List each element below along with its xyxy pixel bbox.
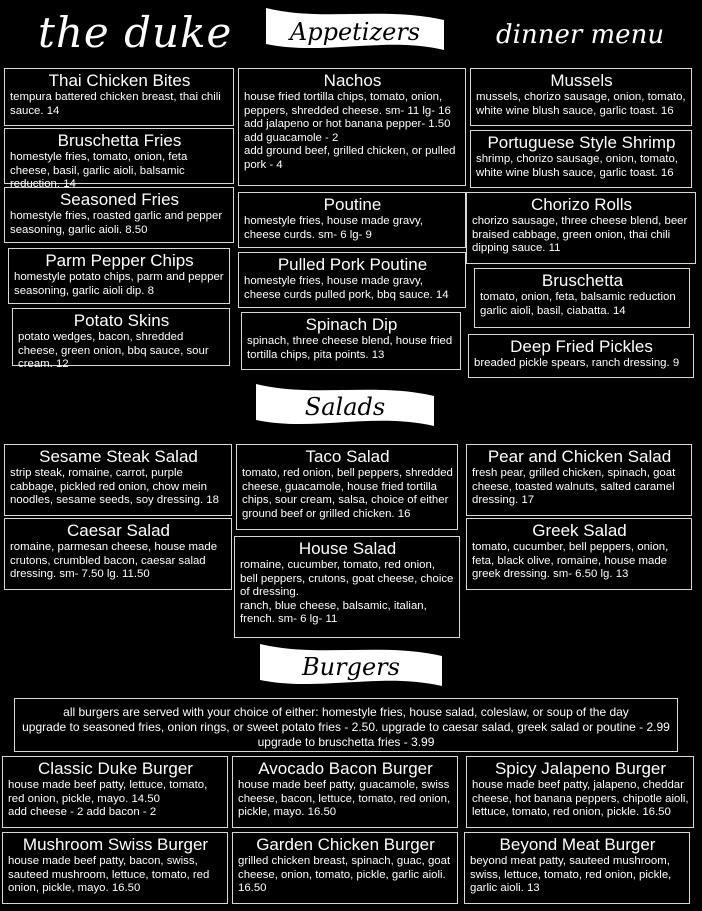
menu-item-bruschetta-fries	[4, 128, 234, 191]
item-name: Spicy Jalapeno Burger	[494, 759, 667, 778]
item-description: grilled chicken breast, spinach, guac, goat cheese, onion, tomato, pickle, garlic aioli. 16.50	[238, 855, 451, 895]
menu-item-house-salad	[234, 536, 460, 638]
item-description: shrimp, chorizo sausage, onion, tomato, white wine blush sauce, garlic toast. 16	[476, 153, 678, 179]
menu-item-caesar-salad	[4, 518, 232, 590]
item-addon: add guacamole - 2	[244, 131, 339, 144]
item-description: house made beef patty, bacon, swiss, sauteed mushroom, lettuce, tomato, red onion, pickle, mayo. 16.50	[8, 855, 210, 895]
restaurant-title: the duke	[38, 8, 233, 57]
burgers-heading: Burgers	[302, 653, 400, 681]
item-name: House Salad	[298, 539, 397, 558]
item-description: homestyle fries, house made gravy, cheese curds. sm- 6 lg- 9	[244, 215, 423, 241]
item-description: tomato, red onion, bell peppers, shredded cheese, guacamole, house fried tortilla chips, sour cream, salsa, choice of either ground beef or grilled chicken. 16	[242, 467, 453, 520]
note-line: upgrade to bruschetta fries - 3.99	[257, 735, 435, 749]
item-name: Pear and Chicken Salad	[487, 447, 672, 466]
menu-item-thai-chicken-bites	[4, 68, 234, 126]
salads-banner	[250, 380, 440, 436]
item-name: Caesar Salad	[66, 521, 170, 540]
item-name: Greek Salad	[532, 521, 627, 540]
item-description: house fried tortilla chips, tomato, onion, peppers, shredded cheese. sm- 11 lg- 16	[244, 91, 451, 117]
item-description: chorizo sausage, three cheese blend, beer braised cabbage, green onion, thai chili dipping sauce. 11	[472, 215, 688, 255]
item-description: tomato, onion, feta, balsamic reduction garlic aioli, basil, ciabatta. 14	[480, 291, 676, 317]
item-description: house made beef patty, jalapeno, cheddar cheese, hot banana peppers, chipotle aioli, lettuce, tomato, red onion, pickle. 16.50	[472, 779, 689, 819]
menu-item-pear-chicken-salad	[466, 444, 692, 516]
burgers-banner	[254, 640, 448, 696]
item-name: Taco Salad	[305, 447, 390, 466]
menu-item-spicy-jalapeno-burger	[466, 756, 694, 828]
menu-item-parm-pepper-chips	[8, 248, 230, 304]
item-name: Nachos	[323, 71, 382, 90]
item-name: Mussels	[550, 71, 613, 90]
menu-item-sesame-steak-salad	[4, 444, 232, 516]
menu-item-poutine	[238, 192, 466, 248]
note-line: upgrade to seasoned fries, onion rings, or sweet potato fries - 2.50. upgrade to caesar salad, greek salad or poutine - 2.99	[22, 720, 670, 734]
item-name: Bruschetta Fries	[57, 131, 182, 150]
menu-item-mushroom-swiss-burger	[2, 832, 228, 904]
menu-item-potato-skins	[12, 308, 230, 371]
burger-sides-note	[14, 698, 678, 752]
menu-item-mussels	[470, 68, 692, 126]
item-description: romaine, parmesan cheese, house made crutons, crumbled bacon, caesar salad dressing. sm- 7.50 lg. 11.50	[10, 541, 218, 581]
item-name: Potato Skins	[73, 311, 170, 330]
menu-item-garden-chicken-burger	[232, 832, 458, 904]
item-description: beyond meat patty, sauteed mushroom, swiss, lettuce, tomato, red onion, pickle, garlic aioli. 13	[470, 855, 672, 895]
appetizers-banner	[262, 4, 448, 62]
menu-item-classic-duke-burger	[2, 756, 228, 828]
salads-heading: Salads	[304, 393, 386, 421]
menu-label: dinner menu	[496, 20, 665, 50]
menu-item-taco-salad	[236, 444, 458, 530]
item-name: Poutine	[323, 195, 382, 214]
item-description: homestyle potato chips, parm and pepper seasoning, garlic aioli dip. 8	[14, 271, 224, 297]
menu-item-nachos	[238, 68, 466, 186]
item-description: tomato, cucumber, bell peppers, onion, feta, black olive, romaine, house made greek dressing. sm- 6.50 lg. 13	[472, 541, 669, 581]
item-description: house made beef patty, lettuce, tomato, red onion, pickle, mayo. 14.50	[8, 779, 208, 805]
item-description: homestyle fries, tomato, onion, feta cheese, basil, garlic aioli, balsamic reduction. 14	[10, 151, 188, 191]
item-name: Parm Pepper Chips	[45, 251, 194, 270]
menu-item-chorizo-rolls	[466, 192, 696, 264]
menu-item-beyond-meat-burger	[464, 832, 690, 904]
item-name: Deep Fried Pickles	[510, 337, 653, 356]
item-addon: add ground beef, grilled chicken, or pulled pork - 4	[244, 145, 456, 171]
item-description: house made beef patty, guacamole, swiss cheese, bacon, lettuce, tomato, red onion, pickle, mayo. 16.50	[238, 779, 451, 819]
item-name: Spinach Dip	[305, 315, 398, 334]
item-name: Seasoned Fries	[59, 190, 180, 209]
item-name: Classic Duke Burger	[38, 759, 193, 778]
item-dressings: ranch, blue cheese, balsamic, italian, french. sm- 6 lg- 11	[240, 599, 427, 626]
item-name: Garden Chicken Burger	[256, 835, 435, 854]
note-line: all burgers are served with your choice of either: homestyle fries, house salad, coleslaw, or soup of the day	[63, 705, 629, 719]
item-description: fresh pear, grilled chicken, spinach, goat cheese, toasted walnuts, salted caramel dressing. 17	[472, 467, 676, 507]
item-description: spinach, three cheese blend, house fried tortilla chips, pita points. 13	[247, 335, 453, 361]
menu-item-greek-salad	[466, 518, 692, 590]
item-name: Portuguese Style Shrimp	[487, 133, 676, 152]
item-description: homestyle fries, roasted garlic and pepper seasoning, garlic aioli. 8.50	[10, 210, 223, 236]
item-description: strip steak, romaine, carrot, purple cabbage, pickled red onion, chow mein noodles, sesame seeds, soy dressing. 18	[10, 467, 219, 507]
item-name: Sesame Steak Salad	[39, 447, 198, 466]
item-description: romaine, cucumber, tomato, red onion, bell peppers, crutons, goat cheese, choice of dressing.	[240, 559, 454, 599]
menu-item-deep-fried-pickles	[468, 334, 694, 378]
menu-item-portuguese-style-shrimp	[470, 130, 692, 188]
item-name: Pulled Pork Poutine	[277, 255, 428, 274]
appetizers-heading: Appetizers	[289, 18, 421, 46]
item-description: homestyle fries, house made gravy, cheese curds pulled pork, bbq sauce. 14	[244, 275, 449, 301]
item-description: breaded pickle spears, ranch dressing. 9	[474, 357, 680, 369]
menu-item-avocado-bacon-burger	[232, 756, 458, 828]
item-name: Chorizo Rolls	[530, 195, 633, 214]
item-name: Bruschetta	[541, 271, 624, 290]
menu-item-spinach-dip	[241, 312, 461, 370]
item-description: mussels, chorizo sausage, onion, tomato, white wine blush sauce, garlic toast. 16	[476, 91, 686, 117]
menu-item-seasoned-fries	[4, 187, 234, 243]
item-name: Mushroom Swiss Burger	[22, 835, 209, 854]
item-description: tempura battered chicken breast, thai chili sauce. 14	[10, 91, 221, 117]
item-description: potato wedges, bacon, shredded cheese, green onion, bbq sauce, sour cream. 12	[18, 331, 209, 371]
menu-item-bruschetta	[474, 268, 690, 328]
item-addon: add cheese - 2 add bacon - 2	[8, 806, 157, 819]
item-name: Thai Chicken Bites	[48, 71, 191, 90]
item-name: Beyond Meat Burger	[499, 835, 656, 854]
item-name: Avocado Bacon Burger	[258, 759, 433, 778]
menu-item-pulled-pork-poutine	[238, 252, 466, 308]
item-addon: add jalapeno or hot banana pepper- 1.50	[244, 118, 451, 131]
